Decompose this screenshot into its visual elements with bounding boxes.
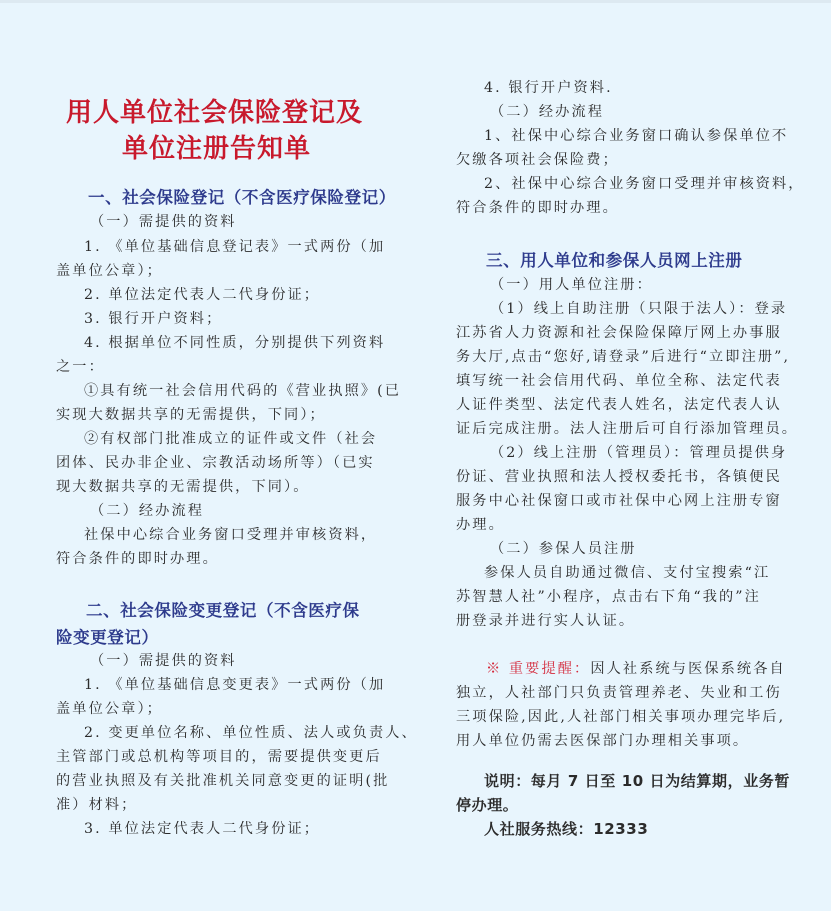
document-title-line2: 单位注册告知单 [122, 134, 312, 164]
section3-heading: 三、用人单位和参保人员网上注册 [486, 251, 743, 270]
section1-sub-materials: （一）需提供的资料 [90, 214, 237, 230]
section3-line: 填写统一社会信用代码、单位全称、法定代表 [456, 373, 782, 389]
section1-line: 2. 单位法定代表人二代身份证； [84, 287, 321, 303]
section1-line: ②有权部门批准成立的证件或文件（社会 [84, 431, 378, 447]
reminder-line: 三项保险,因此,人社部门相关事项办理完毕后, [456, 709, 786, 725]
top-edge [0, 0, 831, 3]
section2-line: 4. 银行开户资料. [484, 80, 613, 96]
settlement-note-line2: 停办理。 [456, 796, 519, 814]
reminder-line: 独立，人社部门只负责管理养老、失业和工伤 [456, 685, 782, 701]
reminder-label: ※ 重要提醒： [486, 661, 591, 677]
section2-heading-line1: 二、社会保险变更登记（不含医疗保 [86, 601, 360, 620]
section2-line: 3. 单位法定代表人二代身份证； [84, 821, 321, 837]
section2-heading-line2: 险变更登记） [56, 628, 159, 647]
section2-sub-materials: （一）需提供的资料 [90, 653, 237, 669]
section3-line: 份证、营业执照和法人授权委托书，各镇便民 [456, 469, 782, 485]
section1-line: 团体、民办非企业、宗教活动场所等）（已实 [56, 455, 375, 471]
section3-line: 务大厅,点击“您好,请登录”后进行“立即注册”, [456, 349, 791, 365]
section2-process-line: 1、社保中心综合业务窗口确认参保单位不 [484, 128, 789, 144]
section3-sub-employer: （一）用人单位注册： [490, 277, 653, 293]
section3-line: 服务中心社保窗口或市社保中心网上注册专窗 [456, 493, 782, 509]
section1-line: 盖单位公章）； [56, 263, 163, 279]
section3-line: 人证件类型、法定代表人姓名，法定代表人认 [456, 397, 782, 413]
section1-line: 3. 银行开户资料； [84, 311, 223, 327]
section1-line: 4. 根据单位不同性质，分别提供下列资料 [84, 335, 386, 351]
section2-line: 的营业执照及有关批准机关同意变更的证明(批 [56, 773, 390, 789]
reminder-line: 用人单位仍需去医保部门办理相关事项。 [456, 733, 750, 749]
section1-line: 现大数据共享的无需提供，下同）。 [56, 479, 310, 495]
section2-line: 盖单位公章）； [56, 701, 163, 717]
section1-line: 实现大数据共享的无需提供，下同）； [56, 407, 326, 423]
reminder-text: 因人社系统与医保系统各自 [590, 661, 786, 677]
section2-sub-process: （二）经办流程 [490, 104, 605, 120]
section3-line: 江苏省人力资源和社会保险保障厅网上办事服 [456, 325, 782, 341]
hotline: 人社服务热线：12333 [484, 820, 649, 838]
document-title-line1: 用人单位社会保险登记及 [66, 98, 364, 128]
section2-process-line: 2、社保中心综合业务窗口受理并审核资料， [484, 176, 805, 192]
section2-line: 2. 变更单位名称、单位性质、法人或负责人、 [84, 725, 418, 741]
section3-line: （1）线上自助注册（只限于法人）：登录 [490, 301, 788, 317]
section3-person-line: 苏智慧人社”小程序，点击右下角“我的”注 [456, 589, 761, 605]
section3-line: （2）线上注册（管理员）：管理员提供身 [490, 445, 788, 461]
section1-line: ①具有统一社会信用代码的《营业执照》(已 [84, 383, 402, 399]
section1-heading: 一、社会保险登记（不含医疗保险登记） [88, 188, 396, 207]
section3-person-line: 参保人员自助通过微信、支付宝搜索“江 [484, 565, 771, 581]
section3-line: 证后完成注册。法人注册后可自行添加管理员。 [456, 421, 799, 437]
section3-sub-insured: （二）参保人员注册 [490, 541, 637, 557]
section1-sub-process: （二）经办流程 [90, 503, 205, 519]
section1-line: 1. 《单位基础信息登记表》一式两份（加 [84, 239, 386, 255]
section3-line: 办理。 [456, 517, 505, 533]
section2-process-line: 符合条件的即时办理。 [456, 200, 619, 216]
section3-person-line: 册登录并进行实人认证。 [456, 613, 636, 629]
section2-line: 准）材料； [56, 797, 138, 813]
section1-process-line: 社保中心综合业务窗口受理并审核资料， [84, 527, 378, 543]
section2-line: 主管部门或总机构等项目的，需要提供变更后 [56, 749, 382, 765]
reminder-first-line [486, 659, 786, 679]
settlement-note-line1: 说明：每月 7 日至 10 日为结算期，业务暂 [484, 772, 791, 790]
section2-line: 1. 《单位基础信息变更表》一式两份（加 [84, 677, 386, 693]
section2-process-line: 欠缴各项社会保险费； [456, 152, 619, 168]
section1-process-line: 符合条件的即时办理。 [56, 551, 219, 567]
section1-line: 之一： [56, 359, 105, 375]
